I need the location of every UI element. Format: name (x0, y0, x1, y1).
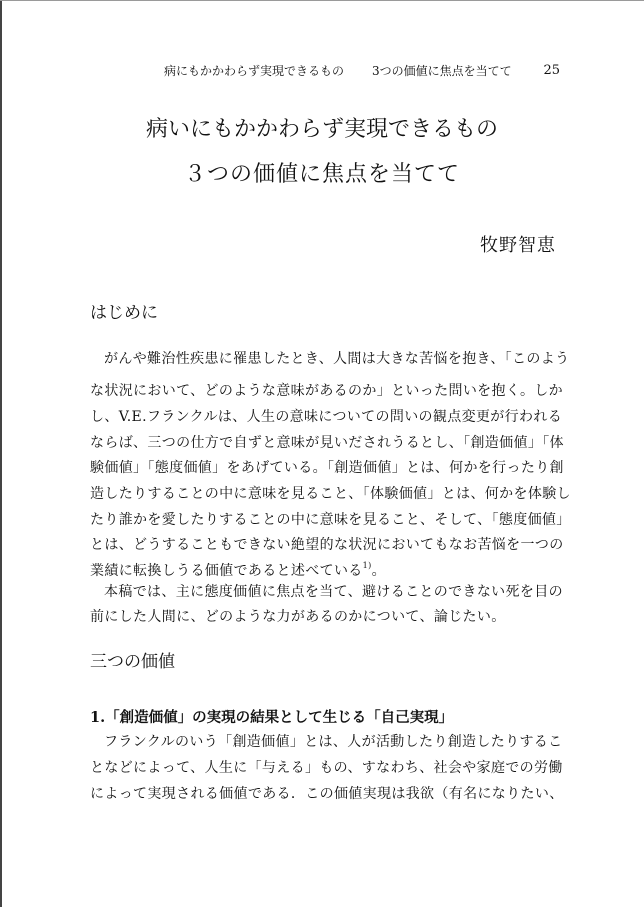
paragraph-line: がんや難治性疾患に罹患したとき、人間は大きな苦悩を抱き、「このよう (104, 351, 570, 367)
paragraph-line: とは、どうすることもできない絶望的な状況においてもなお苦悩を一つの (90, 537, 564, 553)
footnote-reference: 1) (362, 561, 372, 570)
paragraph-line: 前にした人間に、どのような力があるのかについて、論じたい。 (90, 609, 506, 625)
page-number: 25 (543, 63, 560, 78)
page-top-edge (0, 0, 644, 1)
section-heading-three-values: 三つの価値 (90, 652, 175, 672)
sentence-end: 。 (371, 563, 386, 579)
paragraph-line: 本稿では、主に態度価値に焦点を当て、避けることのできない死を目の (104, 584, 563, 600)
paragraph-line: によって実現される価値である．この価値実現は我欲（有名になりたい、 (90, 786, 564, 802)
running-head-left: 病にもかかわらず実現できるもの (164, 64, 345, 78)
author-name: 牧野智恵 (480, 235, 556, 256)
paragraph-line: ならば、三つの仕方で自ずと意味が見いだされうるとし、「創造価値」「体 (90, 435, 564, 451)
paragraph-line: 験価値」「態度価値」をあげている。「創造価値」とは、何かを行ったり創 (90, 460, 564, 476)
paragraph-line: な状況において、どのような意味があるのか」といった問いを抱く。しか (90, 383, 563, 399)
section-heading-intro: はじめに (90, 303, 158, 323)
running-head-right: 3つの価値に焦点を当てて (372, 64, 512, 78)
paragraph-line: となどによって、人生に「与える」もの、すなわち、社会や家庭での労働 (90, 760, 563, 776)
paragraph-line: 造したりすることの中に意味を見ること、「体験価値」とは、何かを体験し (90, 486, 571, 502)
paragraph-line: たり誰かを愛したりすることの中に意味を見ること、そして、「態度価値」 (90, 512, 571, 528)
running-head (120, 62, 560, 80)
article-title-line-1: 病いにもかかわらず実現できるもの (145, 117, 498, 142)
paragraph-line: し、V.E.フランクルは、人生の意味についての問いの観点変更が行われる (90, 409, 563, 425)
paragraph-text: 業績に転換しうる価値であると述べている (90, 563, 363, 579)
paragraph-line: フランクルのいう「創造価値」とは、人が活動したり創造したりするこ (104, 734, 563, 750)
article-title-line-2: ３つの価値に焦点を当てて (183, 162, 460, 187)
subsection-heading-creative-value: 1.「創造価値」の実現の結果として生じる「自己実現」 (90, 709, 454, 726)
